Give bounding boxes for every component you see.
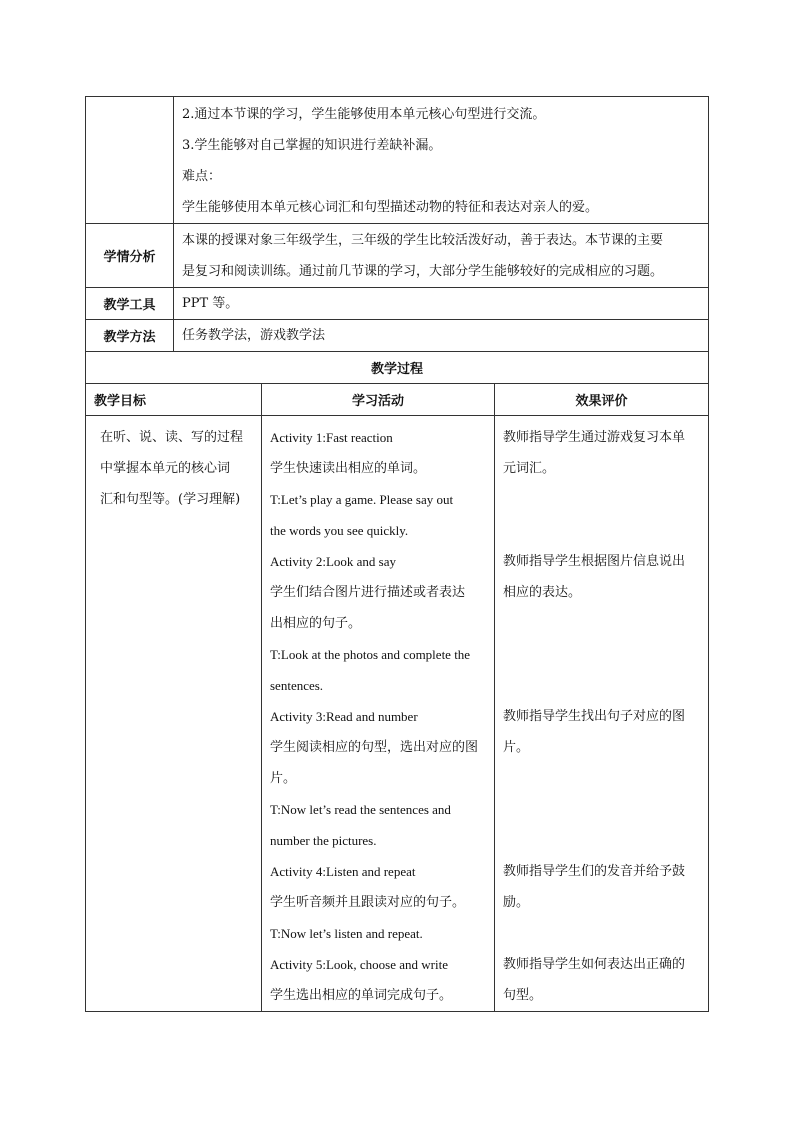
evaluation-cell (495, 416, 709, 1012)
process-body-row (86, 416, 709, 1012)
eval-5-line-1: 教师指导学生如何表达出正确的 (503, 957, 686, 972)
activity-2-line-1: 学生们结合图片进行描述或者表达 (270, 585, 466, 600)
eval-4-line-1: 教师指导学生们的发音并给予鼓 (503, 864, 686, 879)
student-analysis-line-1: 本课的授课对象三年级学生，三年级的学生比较活泼好动，善于表达。本节课的主要 (182, 232, 664, 248)
lesson-plan-table (85, 96, 709, 1012)
header-goal: 教学目标 (86, 384, 262, 416)
process-title: 教学过程 (86, 352, 709, 384)
eval-3-line-1: 教师指导学生找出句子对应的图 (503, 709, 686, 724)
activity-1-line-2: T:Let’s play a game. Please say out (270, 492, 454, 507)
teaching-methods-label: 教学方法 (86, 320, 174, 352)
activity-2-line-3: T:Look at the photos and complete the (270, 647, 471, 662)
activity-3-line-2: 片。 (270, 771, 297, 786)
eval-4-line-2: 励。 (503, 895, 530, 910)
activity-4-title: Activity 4:Listen and repeat (270, 864, 416, 879)
activity-4-line-1: 学生听音频并且跟读对应的句子。 (270, 895, 466, 910)
activity-4-line-2: T:Now let’s listen and repeat. (270, 926, 423, 941)
difficulty-label: 难点： (182, 169, 222, 184)
objectives-label-cell (86, 97, 174, 224)
teaching-methods-text: 任务教学法，游戏教学法 (174, 320, 709, 352)
objectives-cell (174, 97, 709, 224)
activity-3-title: Activity 3:Read and number (270, 709, 418, 724)
process-title-row (86, 352, 709, 384)
goal-line-1: 在听、说、读、写的过程 (100, 430, 244, 445)
difficulty-text: 学生能够使用本单元核心词汇和句型描述动物的特征和表达对亲人的爱。 (182, 200, 599, 215)
activity-3-line-3: T:Now let’s read the sentences and (270, 802, 451, 817)
teaching-tools-row (86, 288, 709, 320)
activity-2-line-2: 出相应的句子。 (270, 616, 362, 631)
objective-3: 3.学生能够对自己掌握的知识进行差缺补漏。 (182, 138, 442, 153)
eval-2-line-1: 教师指导学生根据图片信息说出 (503, 554, 686, 569)
eval-1-line-1: 教师指导学生通过游戏复习本单 (503, 430, 686, 445)
objectives-row (86, 97, 709, 224)
process-header-row (86, 384, 709, 416)
goal-line-2: 中掌握本单元的核心词 (100, 461, 231, 476)
activity-1-line-3: the words you see quickly. (270, 523, 409, 538)
student-analysis-label: 学情分析 (86, 224, 174, 288)
header-evaluation: 效果评价 (495, 384, 709, 416)
header-activity: 学习活动 (262, 384, 495, 416)
student-analysis-text (174, 224, 709, 288)
activity-2-title: Activity 2:Look and say (270, 554, 397, 569)
teaching-tools-label: 教学工具 (86, 288, 174, 320)
activity-3-line-4: number the pictures. (270, 833, 377, 848)
goal-cell (86, 416, 262, 1012)
student-analysis-line-2: 是复习和阅读训练。通过前几节课的学习，大部分学生能够较好的完成相应的习题。 (182, 263, 664, 279)
activity-5-title: Activity 5:Look, choose and write (270, 957, 448, 972)
activity-1-line-1: 学生快速读出相应的单词。 (270, 461, 427, 476)
eval-3-line-2: 片。 (503, 740, 530, 755)
activity-3-line-1: 学生阅读相应的句型，选出对应的图 (270, 740, 479, 755)
teaching-tools-text: PPT 等。 (174, 288, 709, 320)
activity-cell (262, 416, 495, 1012)
eval-2-line-2: 相应的表达。 (503, 585, 582, 600)
objective-2: 2.通过本节课的学习，学生能够使用本单元核心句型进行交流。 (182, 107, 546, 122)
goal-line-3: 汇和句型等。(学习理解) (100, 492, 241, 507)
activity-2-line-4: sentences. (270, 678, 324, 693)
eval-1-line-2: 元词汇。 (503, 461, 556, 476)
teaching-methods-row (86, 320, 709, 352)
activity-5-line-1: 学生选出相应的单词完成句子。 (270, 988, 453, 1003)
activity-1-title: Activity 1:Fast reaction (270, 430, 393, 445)
eval-5-line-2: 句型。 (503, 988, 543, 1003)
student-analysis-row (86, 224, 709, 288)
